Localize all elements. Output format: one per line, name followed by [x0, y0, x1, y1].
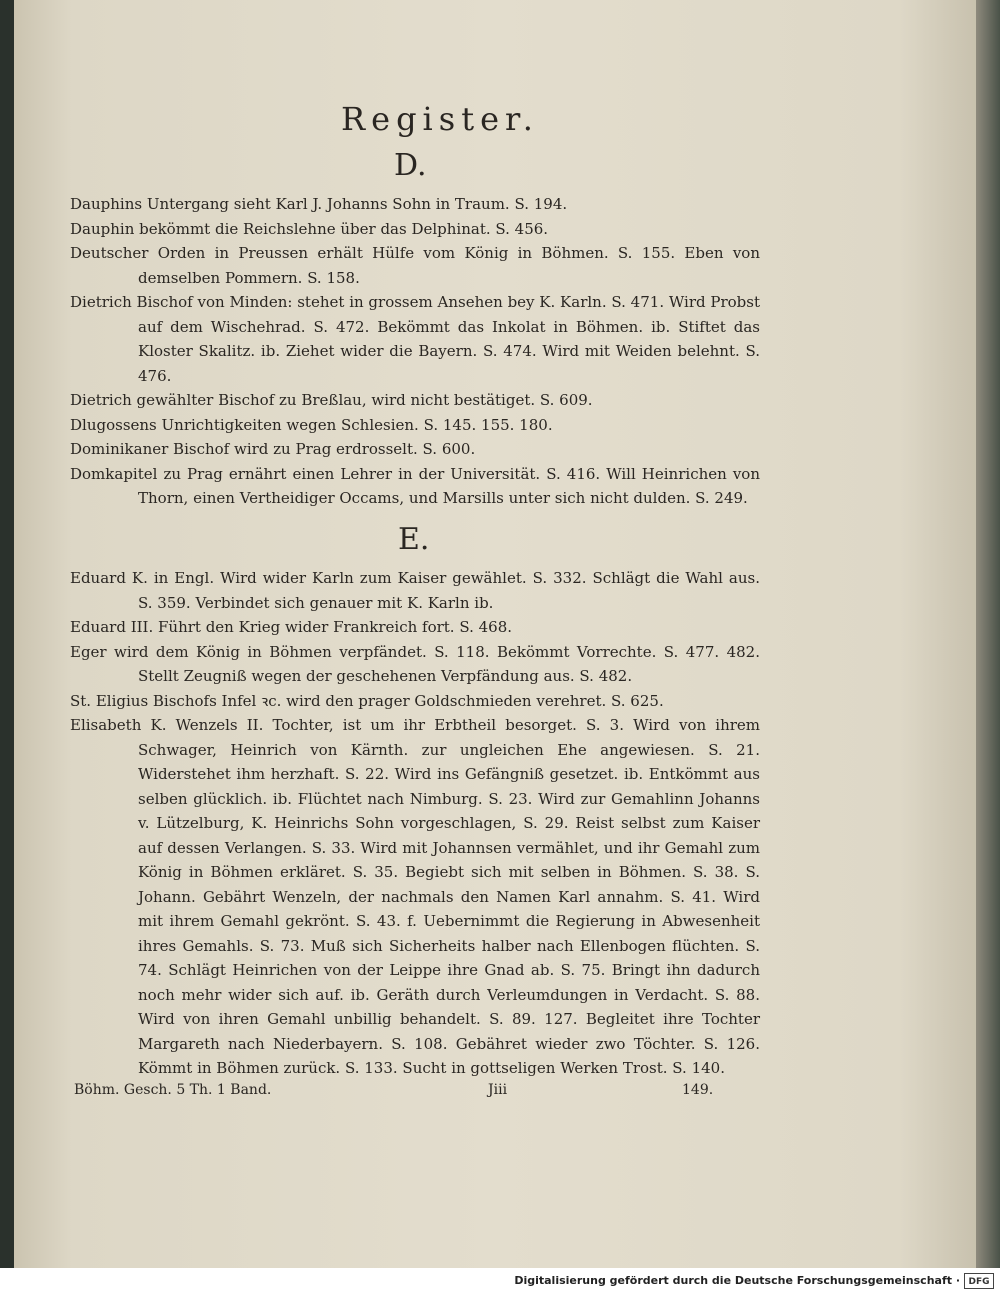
index-entry: Dlugossens Unrichtigkeiten wegen Schlesien. S. 145. 155. 180. — [70, 415, 553, 434]
index-entry: Dietrich Bischof von Minden: stehet in grossem Ansehen bey K. Karln. S. 471. Wird Probst auf dem Wischehrad. S. 472. Bekömmt das Inkolat in Böhmen. ib. Stiftet das Kloster Skalitz. ib. Ziehet wider die Bayern. S. 474. Wird mit Weiden belehnt. S. 476. — [70, 293, 760, 385]
credit-bar — [0, 1268, 1000, 1295]
index-entry: Dauphins Untergang sieht Karl J. Johanns Sohn in Traum. S. 194. — [70, 195, 568, 213]
page-footer — [70, 1082, 760, 1106]
index-entry: Eduard K. in Engl. Wird wider Karln zum Kaiser gewählet. S. 332. Schlägt die Wahl aus. S. 359. Verbindet sich genauer mit K. Karln ib. — [70, 569, 760, 612]
index-entry: Domkapitel zu Prag ernährt einen Lehrer in der Universität. S. 416. Will Heinrichen von Thorn, einen Vertheidiger Occams, und Marsills unter sich nicht dulden. S. 249. — [70, 464, 760, 507]
book-spine — [0, 0, 14, 1268]
index-entry: Dauphin bekömmt die Reichslehne über das Delphinat. S. 456. — [70, 219, 549, 238]
section-letter-e: E. — [398, 522, 430, 557]
index-entry: St. Eligius Bischofs Infel ꝛc. wird den prager Goldschmieden verehret. S. 625. — [70, 691, 664, 710]
section-e-entries — [70, 566, 760, 1081]
printer-signature: Böhm. Gesch. 5 Th. 1 Band. — [74, 1082, 272, 1098]
index-entry: Elisabeth K. Wenzels II. Tochter, ist um ihr Erbtheil besorget. S. 3. Wird von ihrem Schwager, Heinrich von Kärnth. zur ungleichen Ehe angewiesen. S. 21. Widerstehet ihm herzhaft. S. 22. Wird ins Gefängniß gesetzet. ib. Entkömmt aus selben glücklich. ib. Flüchtet nach Nimburg. S. 23. Wird zur Gemahlinn Johanns v. Lützelburg, K. Heinrichs Sohn vorgeschlagen, S. 29. Reist selbst zum Kaiser auf dessen Verlangen. S. 33. Wird mit Johannsen vermählet, und ihr Gemahl zum König in Böhmen erkläret. S. 35. Begiebt sich mit selben in Böhmen. S. 38. S. Johann. Gebährt Wenzeln, der nachmals den Namen Karl annahm. S. 41. Wird mit ihrem Gemahl gekrönt. S. 43. f. Uebernimmt die Regierung in Abwesenheit ihres Gemahls. S. 73. Muß sich Sicherheits halber nach Ellenbogen flüchten. S. 74. Schlägt Heinrichen von der Leippe ihre Gnad ab. S. 75. Bringt ihn dadurch noch mehr wider sich auf. ib. Geräth durch Verleumdungen in Verdacht. S. 88. Wird von ihren Gemahl unbillig behandelt. S. 89. 127. Begleitet ihre Tochter Margareth nach Niederbayern. S. 108. Gebähret wieder zwo Töchter. S. 126. Kömmt in Böhmen zurück. S. 133. Sucht in gottseligen Werken Trost. S. 140. — [70, 716, 760, 1077]
page-shadow-edge — [976, 0, 1000, 1268]
index-entry: Eduard III. Führt den Krieg wider Frankreich fort. S. 468. — [70, 618, 513, 636]
index-entry: Dominikaner Bischof wird zu Prag erdrosselt. S. 600. — [70, 440, 476, 458]
index-entry: Dietrich gewählter Bischof zu Breßlau, wird nicht bestätiget. S. 609. — [70, 391, 593, 409]
index-entry: Eger wird dem König in Böhmen verpfändet. S. 118. Bekömmt Vorrechte. S. 477. 482. Stellt Zeugniß wegen der geschehenen Verpfändung aus. S. 482. — [70, 642, 760, 685]
dfg-logo-icon: DFG — [964, 1273, 994, 1289]
page-title: Register. — [341, 100, 539, 138]
page-number: 149. — [682, 1082, 714, 1098]
index-entry: Deutscher Orden in Preussen erhält Hülfe vom König in Böhmen. S. 155. Eben von demselben Pommern. S. 158. — [70, 244, 760, 287]
section-letter-d: D. — [394, 148, 427, 183]
sheet-mark: Jiii — [488, 1082, 508, 1098]
book-page — [14, 0, 976, 1268]
section-d-entries — [70, 192, 760, 511]
credit-text: Digitalisierung gefördert durch die Deutsche Forschungsgemeinschaft · — [514, 1274, 960, 1287]
